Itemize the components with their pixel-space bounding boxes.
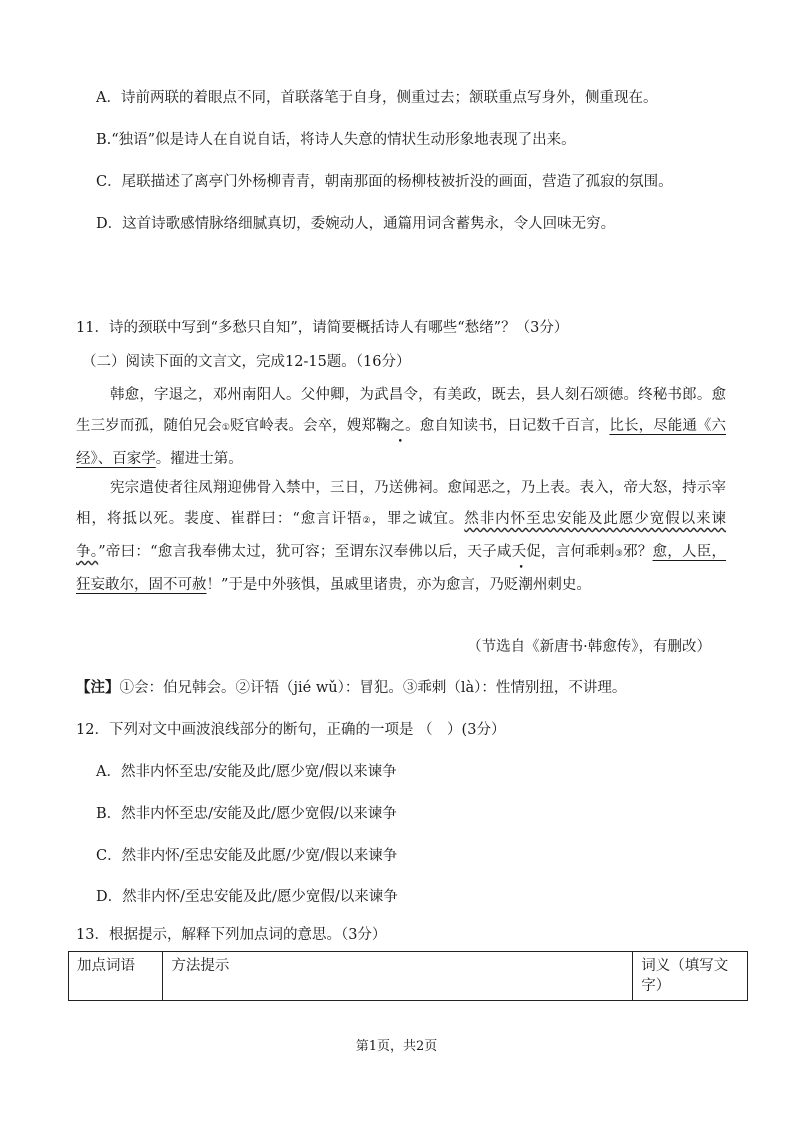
table-header-row [69, 952, 748, 1001]
q12-option-a: A．然非内怀至忠/安能及此/愿少宽/假以来谏争 [96, 764, 397, 780]
question-12: 12．下列对文中画波浪线部分的断句，正确的一项是 （ ）(3分） [76, 722, 506, 738]
annotation-note [76, 678, 626, 698]
passage-paragraph-2: 宪宗遣使者往凤翔迎佛骨入禁中，三日，乃送佛祠。愈闻恶之，乃上表。表入，帝大怒，持示宰相，将抵以死。裴度、崔群曰：“愈言讦牾②，罪之诚宜。然非内怀至忠安能及此愿少宽假以来谏争。”帝曰：“愈言我奉佛太过，犹可容；至谓东汉奉佛以后，天子咸夭促，言何乖剌③邪？愈，人臣，狂妄敢尔，固不可赦！”于是中外骇惧，虽戚里诸贵，亦为愈言，乃贬潮州刺史。 [76, 480, 727, 593]
underlined-sentence-2: 愈，人臣，狂妄敢尔，固不可赦 [76, 544, 727, 593]
note-marker-2: ② [362, 516, 372, 526]
question-11: 11．诗的颈联中写到“多愁只自知”，请简要概括诗人有哪些“愁绪”？（3分） [76, 320, 569, 336]
table-header-word: 加点词语 [69, 952, 163, 1001]
table-header-method: 方法提示 [163, 952, 633, 1001]
q12-option-b: B．然非内怀至忠/安能及此/愿少宽假/以来谏争 [96, 806, 397, 822]
question-13: 13．根据提示，解释下列加点词的意思。（3分） [76, 927, 387, 943]
dotted-word-ju: 鞠 [375, 418, 391, 434]
q10-option-c: C．尾联描述了离亭门外杨柳青青，朝南那面的杨柳枝被折没的画面，营造了孤寂的氛围。 [96, 174, 673, 190]
table-header-meaning: 词义（填写文字） [633, 952, 748, 1001]
answer-table [68, 951, 748, 1001]
q10-option-a: A．诗前两联的着眼点不同，首联落笔于自身，侧重过去；颔联重点写身外，侧重现在。 [96, 90, 658, 106]
note-text: ①会：伯兄韩会。②讦牾（jié wǔ）：冒犯。③乖剌（là）：性情别扭，不讲理。 [119, 680, 627, 696]
q10-option-d: D．这首诗歌感情脉络细腻真切，委婉动人，通篇用词含蓄隽永，令人回味无穷。 [96, 216, 616, 232]
section-2-heading: （二）阅读下面的文言文，完成12-15题。（16分） [82, 354, 411, 370]
wavy-underlined-sentence: 然非内怀至忠安能及此愿少宽假以来谏争。 [76, 511, 727, 560]
underlined-sentence-1: 比长，尽能通《六经》、百家学 [76, 418, 727, 467]
note-marker-3: ③ [614, 549, 624, 559]
q10-option-b: B.“独语”似是诗人在自说自话，将诗人失意的情状生动形象地表现了出来。 [96, 132, 576, 148]
note-marker-1: ① [221, 423, 231, 433]
source-citation: （节选自《新唐书·韩愈传》，有删改） [467, 639, 711, 655]
page-footer: 第1页，共2页 [355, 1039, 438, 1054]
q12-option-d: D．然非内怀/至忠安能及此/愿少宽假/以来谏争 [96, 889, 398, 905]
q12-option-c: C．然非内怀/至忠安能及此愿/少宽/假以来谏争 [96, 848, 398, 864]
dotted-word-xian: 咸 [496, 544, 512, 560]
note-label: 【注】 [76, 679, 120, 696]
passage-paragraph-1: 韩愈，字退之，邓州南阳人。父仲卿，为武昌令，有美政，既去，县人刻石颂德。终秘书郎。愈生三岁而孤，随伯兄会①贬官岭表。会卒，嫂郑鞠之。愈自知读书，日记数千百言，比长，尽能通《六经》、百家学。擢进士第。 [76, 387, 727, 467]
